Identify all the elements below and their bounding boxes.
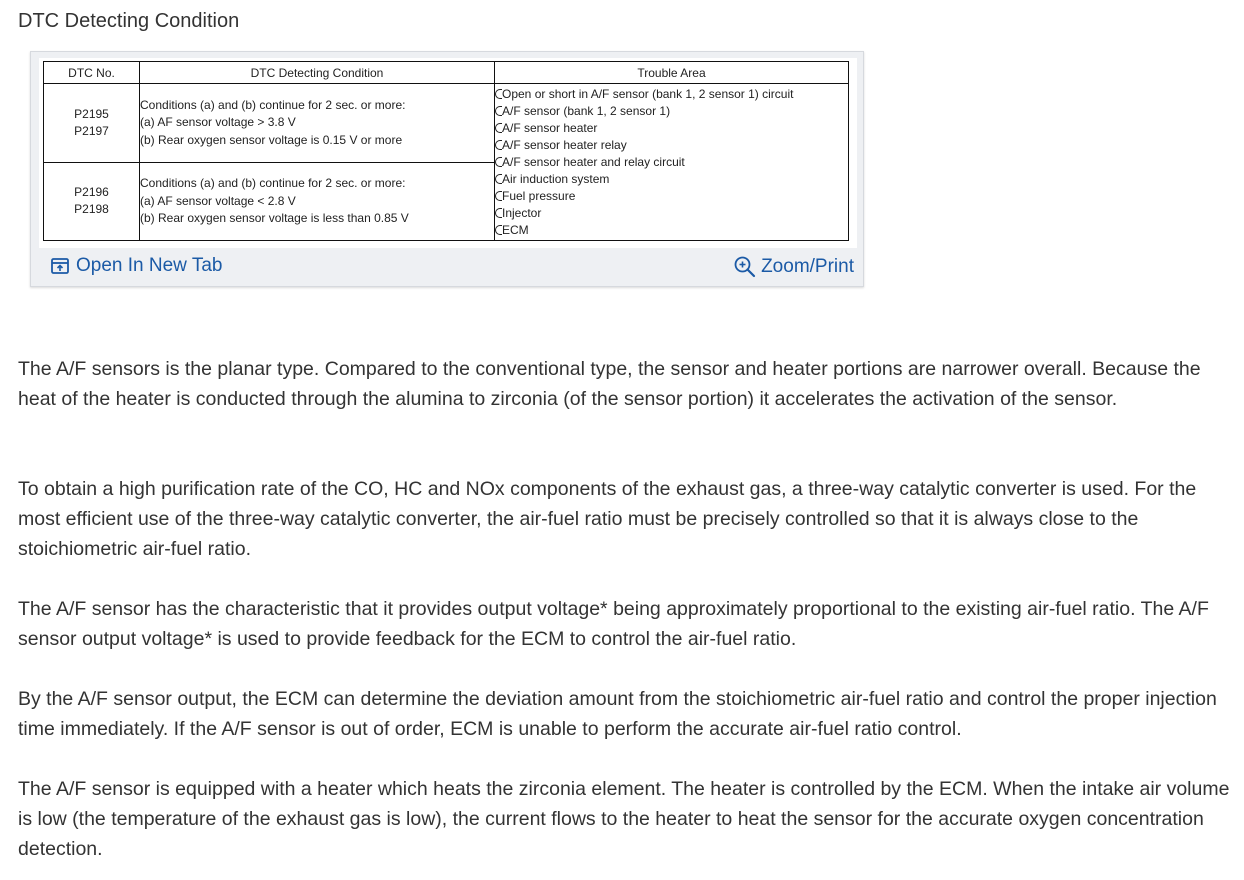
dtc-table-figure <box>30 51 864 287</box>
trouble-area-item: Fuel pressure <box>495 188 848 205</box>
condition-line: Conditions (a) and (b) continue for 2 sec. or more: <box>140 176 406 190</box>
zoom-print-link[interactable] <box>733 255 854 279</box>
dtc-codes-cell <box>44 84 140 163</box>
table-row <box>44 84 849 163</box>
bullet-icon <box>495 123 502 133</box>
paragraph: The A/F sensor has the characteristic that it provides output voltage* being approximately proportional to the existing air-fuel ratio. The A/F sensor output voltage* is used to provide feedback for the ECM to control the air-fuel ratio. <box>18 598 1209 650</box>
bullet-icon <box>495 140 502 150</box>
trouble-area-item: A/F sensor heater <box>495 120 848 137</box>
bullet-icon <box>495 157 502 167</box>
bullet-icon <box>495 89 502 99</box>
bullet-icon <box>495 174 502 184</box>
paragraph: The A/F sensors is the planar type. Compared to the conventional type, the sensor and heater portions are narrower overall. Because the heat of the heater is conducted through the alumina to zirconia (of the sensor portion) it accelerates the activation of the sensor. <box>18 358 1201 410</box>
bullet-icon <box>495 106 502 116</box>
paragraph: The A/F sensor is equipped with a heater which heats the zirconia element. The heater is controlled by the ECM. When the intake air volume is low (the temperature of the exhaust gas is low), the current flows to the heater to heat the sensor for the accurate oxygen concentration detection. <box>18 778 1230 860</box>
dtc-codes-cell <box>44 162 140 241</box>
zoom-print-label: Zoom/Print <box>761 256 854 277</box>
trouble-area-cell <box>495 84 849 241</box>
zoom-in-icon <box>733 255 757 279</box>
dtc-code: P2196 <box>74 185 109 200</box>
condition-line: (b) Rear oxygen sensor voltage is less than 0.85 V <box>140 211 409 225</box>
paragraph: To obtain a high purification rate of the CO, HC and NOx components of the exhaust gas, a three-way catalytic converter is used. For the most efficient use of the three-way catalytic converter, the air-fuel ratio must be precisely controlled so that it is always close to the stoichiometric air-fuel ratio. <box>18 478 1197 560</box>
table-header-row <box>44 62 849 84</box>
dtc-code: P2197 <box>74 123 109 138</box>
paragraph: By the A/F sensor output, the ECM can determine the deviation amount from the stoichiometric air-fuel ratio and control the proper injection time immediately. If the A/F sensor is out of order, ECM is unable to perform the accurate air-fuel ratio control. <box>18 688 1217 740</box>
open-new-tab-icon <box>51 258 69 274</box>
header-detecting-condition: DTC Detecting Condition <box>140 62 495 84</box>
trouble-area-item: Open or short in A/F sensor (bank 1, 2 sensor 1) circuit <box>495 86 848 103</box>
condition-line: (a) AF sensor voltage > 3.8 V <box>140 115 296 129</box>
bullet-icon <box>495 191 502 201</box>
condition-line: Conditions (a) and (b) continue for 2 sec. or more: <box>140 97 406 112</box>
dtc-table-image <box>39 58 857 248</box>
open-in-new-tab-link[interactable] <box>51 255 222 277</box>
condition-cell <box>140 162 495 241</box>
bullet-icon <box>495 208 502 218</box>
header-dtc-no: DTC No. <box>44 62 140 84</box>
condition-line: (a) AF sensor voltage < 2.8 V <box>140 193 296 208</box>
condition-line: (b) Rear oxygen sensor voltage is 0.15 V or more <box>140 132 403 147</box>
figure-footer <box>31 250 863 286</box>
dtc-code: P2198 <box>74 202 109 217</box>
section-heading: DTC Detecting Condition <box>18 10 240 32</box>
bullet-icon <box>495 225 502 235</box>
trouble-area-item: ECM <box>495 222 848 239</box>
trouble-area-item: Air induction system <box>495 171 848 188</box>
header-trouble-area: Trouble Area <box>495 62 849 84</box>
open-in-new-tab-label: Open In New Tab <box>76 255 223 276</box>
dtc-code: P2195 <box>74 106 109 121</box>
trouble-area-item: Injector <box>495 205 848 222</box>
trouble-area-item: A/F sensor heater relay <box>495 137 848 154</box>
dtc-table <box>43 61 849 241</box>
condition-cell <box>140 84 495 163</box>
trouble-area-item: A/F sensor heater and relay circuit <box>495 154 848 171</box>
trouble-area-item: A/F sensor (bank 1, 2 sensor 1) <box>495 103 848 120</box>
